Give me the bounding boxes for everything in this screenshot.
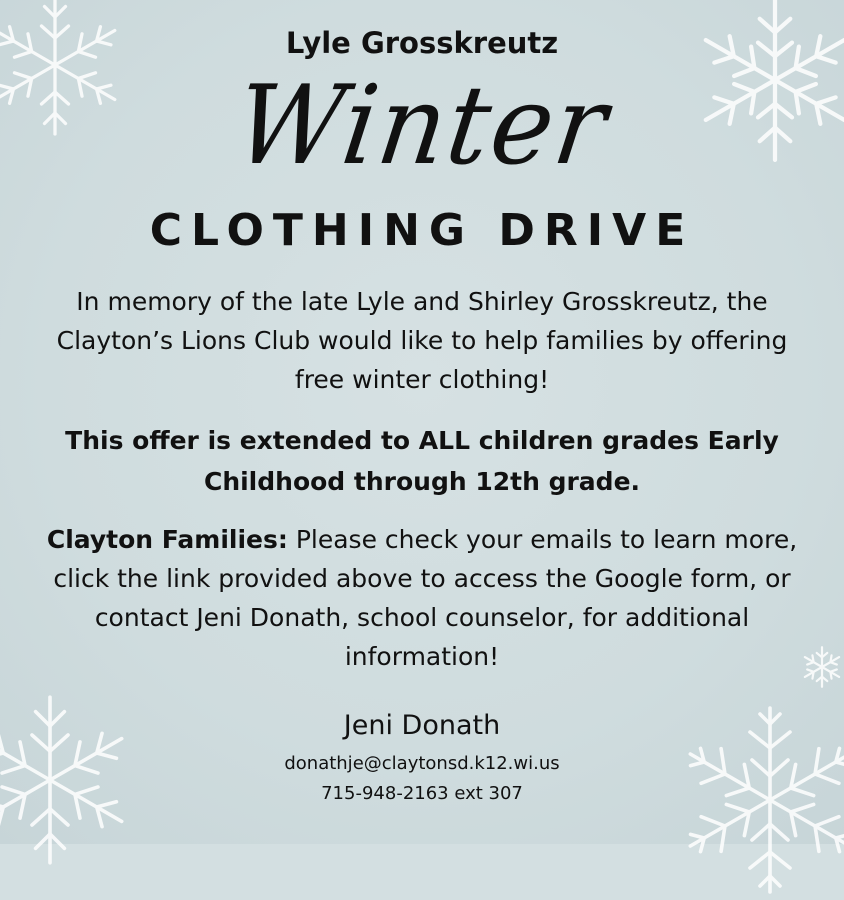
page-title: CLOTHING DRIVE — [149, 205, 695, 256]
honoree-name: Lyle Grosskreutz — [285, 26, 559, 60]
script-title: Winter — [228, 60, 616, 190]
families-paragraph — [30, 520, 814, 676]
families-label: Clayton Families: — [46, 525, 288, 554]
contact-name: Jeni Donath — [343, 710, 501, 741]
intro-paragraph: In memory of the late Lyle and Shirley Grosskreutz, the Clayton’s Lions Club would like to help families by offering free winter clothing! — [56, 287, 788, 394]
families-text: Please check your emails to learn more, click the link provided above to access the Google form, or contact Jeni Donath, school counselor, for additional information! — [53, 525, 798, 671]
contact-email: donathje@claytonsd.k12.wi.us — [284, 753, 560, 774]
offer-paragraph: This offer is extended to ALL children grades Early Childhood through 12th grade. — [65, 426, 779, 496]
contact-phone: 715-948-2163 ext 307 — [321, 783, 523, 804]
